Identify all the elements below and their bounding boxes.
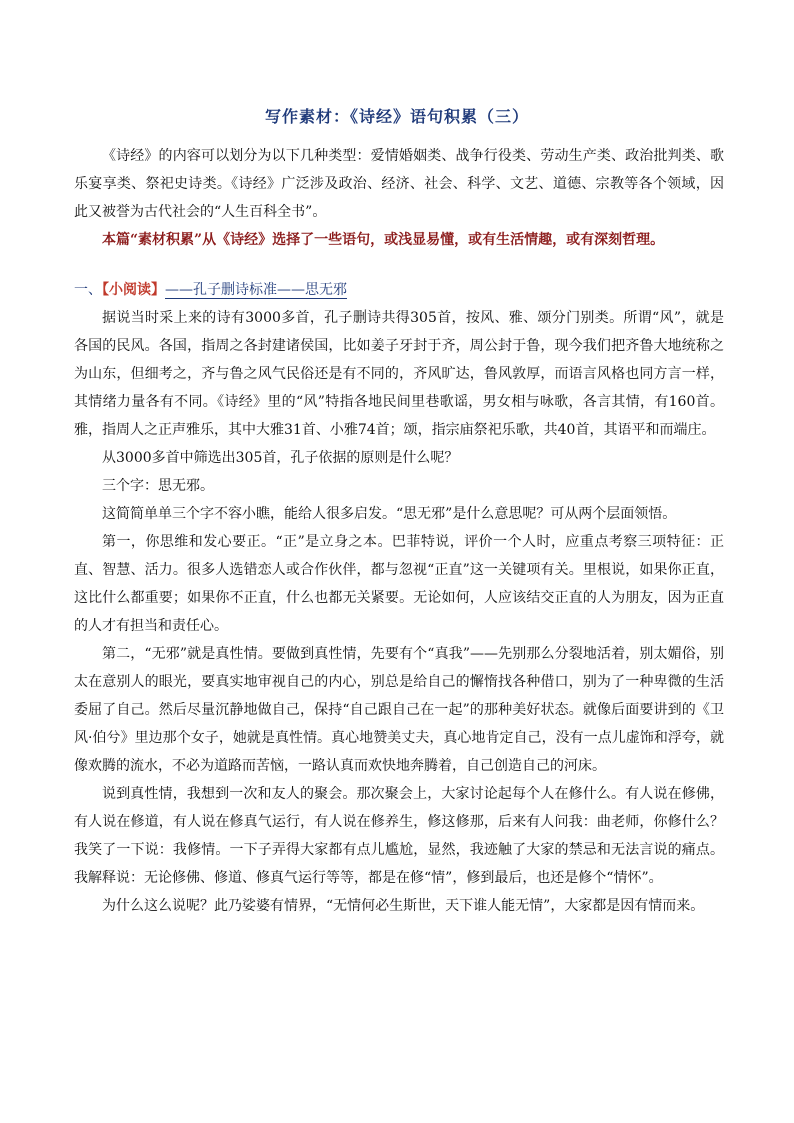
- body-paragraph: 这简简单单三个字不容小瞧，能给人很多启发。“思无邪”是什么意思呢？可从两个层面领悟。: [102, 506, 677, 522]
- document-body: [74, 142, 724, 920]
- section-tag: 【小阅读】: [102, 282, 165, 298]
- section-number: 一、: [74, 282, 102, 298]
- body-paragraph: 从3000多首中筛选出305首，孔子依据的原则是什么呢？: [102, 450, 459, 466]
- section-subtitle: ——孔子删诗标准——思无邪: [165, 282, 347, 298]
- body-paragraph: 第一，你思维和发心要正。“正”是立身之本。巴菲特说，评价一个人时，应重点考察三项特征：正直、智慧、活力。很多人选错恋人或合作伙伴，都与忽视“正直”这一关键项有关。里根说，如果你正直，这比什么都重要；如果你不正直，什么也都无关紧要。无论如何，人应该结交正直的人为朋友，因为正直的人才有担当和责任心。: [74, 534, 724, 634]
- body-paragraph: 三个字：思无邪。: [102, 478, 214, 494]
- body-paragraph: 第二，“无邪”就是真性情。要做到真性情，先要有个“真我”——先别那么分裂地活着，别太媚俗，别太在意别人的眼光，要真实地审视自己的内心，别总是给自己的懈惰找各种借口，别为了一种卑微的生活委屈了自己。然后尽量沉静地做自己，保持“自己跟自己在一起”的那种美好状态。就像后面要讲到的《卫风·伯兮》里边那个女子，她就是真性情。真心地赞美丈夫，真心地肯定自己，没有一点儿虚饰和浮夸，就像欢腾的流水，不必为道路而苦恼，一路认真而欢快地奔腾着，自己创造自己的河床。: [74, 646, 724, 774]
- body-paragraph: 为什么这么说呢？此乃娑婆有情界，“无情何必生斯世，天下谁人能无情”，大家都是因有情而来。: [102, 898, 705, 914]
- body-paragraph: 说到真性情，我想到一次和友人的聚会。那次聚会上，大家讨论起每个人在修什么。有人说在修佛，有人说在修道，有人说在修真气运行，有人说在修养生，修这修那，后来有人问我：曲老师，你修什么？我笑了一下说：我修情。一下子弄得大家都有点儿尴尬，显然，我迹触了大家的禁忌和无法言说的痛点。我解释说：无论修佛、修道、修真气运行等等，都是在修“情”，修到最后，也还是修个“情怀”。: [74, 786, 724, 886]
- page-title: 写作素材：《诗经》语句积累（三）: [264, 107, 529, 126]
- body-paragraph: 据说当时采上来的诗有3000多首，孔子删诗共得305首，按风、雅、颂分门别类。所谓“风”，就是各国的民风。各国，指周之各封建诸侯国，比如姜子牙封于齐，周公封于鲁，现今我们把齐鲁大地统称之为山东，但细考之，齐与鲁之风气民俗还是有不同的，齐风旷达，鲁风敦厚，而语言风格也同方言一样，其情绪力量各有不同。《诗经》里的“风”特指各地民间里巷歌谣，男女相与咏歌，各言其情，有160首。雅，指周人之正声雅乐，其中大雅31首、小雅74首；颂，指宗庙祭祀乐歌，共40首，其语平和而端庄。: [74, 310, 724, 438]
- intro-paragraph: 《诗经》的内容可以划分为以下几种类型：爱情婚姻类、战争行役类、劳动生产类、政治批判类、歌乐宴享类、祭祀史诗类。《诗经》广泛涉及政治、经济、社会、科学、文艺、道德、宗教等各个领域，因此又被誉为古代社会的“人生百科全书”。: [74, 148, 724, 220]
- highlight-paragraph: 本篇“素材积累”从《诗经》选择了一些语句，或浅显易懂，或有生活情趣，或有深刻哲理。: [102, 232, 665, 248]
- section-heading: [74, 276, 724, 304]
